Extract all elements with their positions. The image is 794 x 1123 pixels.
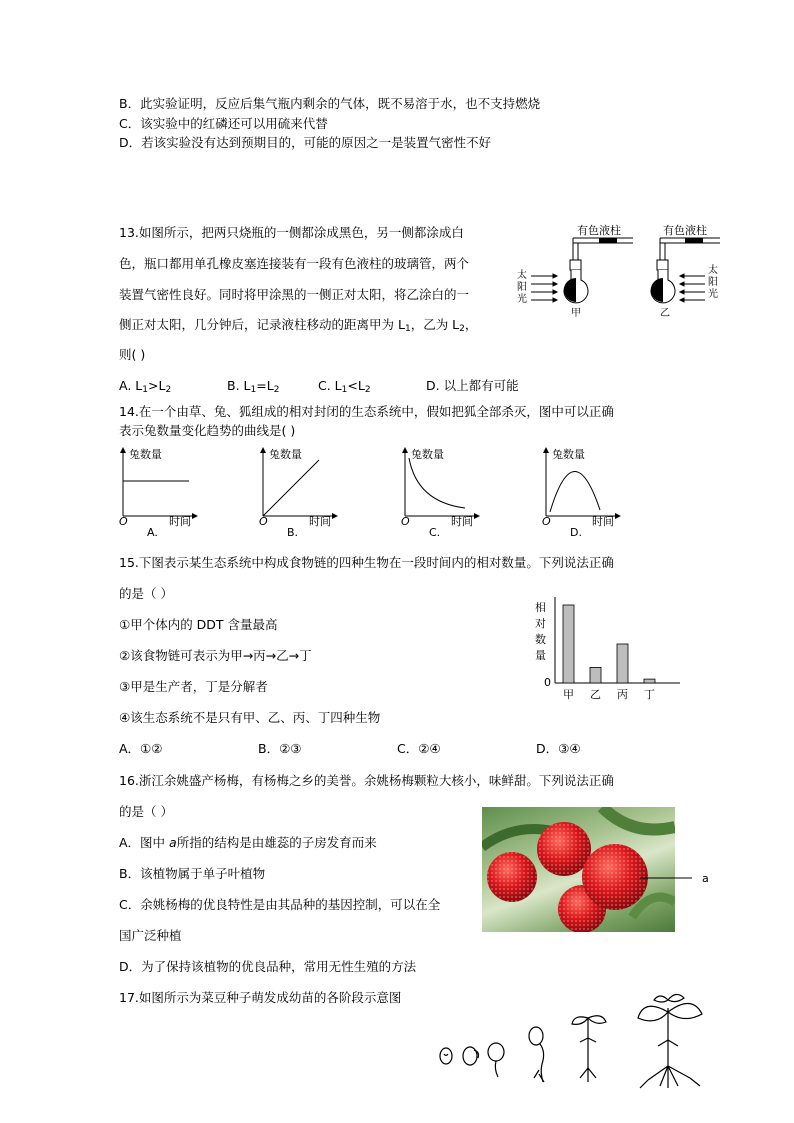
seed-stage-4	[529, 1027, 544, 1082]
q12-option-d: D．若该实验没有达到预期目的，可能的原因之一是装置气密性不好	[119, 135, 492, 150]
q14-graph-c-ylabel: 兔数量	[411, 448, 444, 461]
q14-graph-d-xlabel: 时间	[592, 515, 614, 528]
q15-stem-line1: 15.下图表示某生态系统中构成食物链的四种生物在一段时间内的相对数量。下列说法正确	[119, 555, 614, 570]
q15-statement-4: ④该生态系统不是只有甲、乙、丙、丁四种生物	[119, 710, 381, 725]
q16-option-d: D．为了保持该植物的优良品种，常用无性生殖的方法	[119, 959, 417, 974]
q13-liquid-label-left: 有色液柱	[577, 224, 621, 237]
q14-graph-a-origin: O	[119, 515, 128, 528]
q15-statement-1: ①甲个体内的 DDT 含量最高	[119, 617, 278, 632]
q15-option-c: C．②④	[397, 741, 441, 756]
q14-graph-a-ylabel: 兔数量	[129, 448, 162, 461]
q13-sun-right-2: 阳	[708, 277, 718, 288]
q15-option-a: A．①②	[119, 741, 163, 756]
q14-curve-d	[550, 471, 600, 512]
q14-graph-a	[119, 447, 195, 539]
q13-liquid-column-left	[599, 238, 617, 243]
q13-option-b: B. $L_1=L_2$	[227, 378, 280, 395]
q14-graph-c-xlabel: 时间	[451, 515, 473, 528]
q14-graph-c-option: C.	[429, 526, 441, 539]
q13-stem-line5: 则( )	[119, 347, 146, 362]
q14-graph-b-option: B.	[287, 526, 299, 539]
seed-stage-3	[488, 1043, 504, 1077]
q15-statement-3: ③甲是生产者，丁是分解者	[119, 679, 268, 694]
q15-ylabel-char-2: 数	[535, 633, 546, 646]
q14-graph-a-option: A.	[147, 526, 158, 539]
q15-bar-2	[617, 644, 628, 683]
q16-option-a: A．图中 a所指的结构是由雄蕊的子房发育而来	[119, 835, 377, 850]
q14-graph-d-ylabel: 兔数量	[552, 448, 585, 461]
q12-option-c: C．该实验中的红磷还可以用硫来代替	[119, 116, 328, 131]
q16-option-c-line2: 国广泛种植	[119, 928, 182, 943]
q15-bar-chart	[530, 595, 690, 705]
q15-ylabel-char-0: 相	[535, 601, 546, 614]
q14-graph-b	[259, 447, 335, 539]
q13-sun-arrows-left	[531, 274, 557, 302]
seed-stage-6	[638, 994, 702, 1088]
q13-stem-line2: 色，瓶口都用单孔橡皮塞连接装有一段有色液柱的玻璃管，两个	[119, 256, 470, 271]
q13-sun-right-3: 光	[708, 289, 718, 300]
q14-graphs	[115, 446, 625, 542]
q15-statement-2: ②该食物链可表示为甲→丙→乙→丁	[119, 648, 312, 663]
q13-stem-line4: 侧正对太阳，几分钟后，记录液柱移动的距离甲为 $L_1$，乙为 $L_2$，	[119, 317, 478, 334]
q15-option-d: D．③④	[536, 741, 581, 756]
q12-option-b: B．此实验证明，反应后集气瓶内剩余的气体，既不易溶于水，也不支持燃烧	[119, 96, 541, 111]
q16-option-b: B．该植物属于单子叶植物	[119, 866, 266, 881]
q16-pointer-label: a	[702, 872, 709, 885]
q15-stem-line2: 的是（ ）	[119, 586, 173, 601]
q13-liquid-label-right: 有色液柱	[663, 224, 707, 237]
q16-stem-line1: 16.浙江余姚盛产杨梅，有杨梅之乡的美誉。余姚杨梅颗粒大核小，味鲜甜。下列说法正确	[119, 773, 614, 788]
q13-stopper-right	[657, 260, 668, 270]
q13-flask-figure	[515, 220, 725, 320]
q13-sun-left-1: 太	[517, 270, 527, 281]
q15-bar-3	[644, 679, 655, 683]
q15-chart-zero: 0	[544, 676, 551, 689]
q13-stem-line1: 13.如图所示，把两只烧瓶的一侧都涂成黑色，另一侧都涂成白	[119, 225, 464, 240]
q13-stem-line3: 装置气密性良好。同时将甲涂黑的一侧正对太阳，将乙涂白的一	[119, 287, 470, 302]
q15-category-label-1: 乙	[590, 688, 601, 701]
q14-graph-b-origin: O	[259, 515, 268, 528]
q14-graph-d	[542, 447, 618, 539]
q14-graph-c	[401, 447, 477, 539]
q14-graph-b-xlabel: 时间	[309, 515, 331, 528]
q14-curve-c	[409, 458, 465, 508]
q15-category-label-0: 甲	[563, 688, 574, 701]
q14-curve-b	[263, 460, 319, 516]
q14-graph-a-xlabel: 时间	[169, 515, 191, 528]
q15-category-label-3: 丁	[644, 688, 655, 701]
q13-sun-left-2: 阳	[517, 282, 527, 293]
q16-pointer	[640, 870, 710, 890]
q15-ylabel-char-1: 对	[535, 617, 546, 630]
q14-stem-line1: 14.在一个由草、兔、狐组成的相对封闭的生态系统中，假如把狐全部杀灭，图中可以正确	[119, 404, 614, 419]
seed-stage-2	[463, 1047, 479, 1065]
q14-graph-d-origin: O	[542, 515, 551, 528]
q15-bar-0	[563, 605, 574, 683]
q13-option-d: D. 以上都有可能	[426, 378, 519, 393]
q17-stem-line1: 17.如图所示为菜豆种子萌发成幼苗的各阶段示意图	[119, 990, 402, 1005]
q14-graph-c-origin: O	[401, 515, 410, 528]
q15-category-label-2: 丙	[617, 688, 628, 701]
bean-germination-figure	[436, 990, 726, 1095]
seed-stage-5	[572, 1016, 606, 1082]
q13-flask-label-jia: 甲	[571, 308, 581, 319]
q16-stem-line2: 的是（ ）	[119, 804, 173, 819]
q13-liquid-column-right	[685, 238, 703, 243]
q13-sun-right-1: 太	[708, 265, 718, 276]
q15-bar-1	[590, 667, 601, 683]
q16-option-c-line1: C．余姚杨梅的优良特性是由其品种的基因控制，可以在全	[119, 897, 441, 912]
q15-ylabel-char-3: 量	[535, 649, 546, 662]
q13-option-c: C. $L_1<L_2$	[318, 378, 371, 395]
q13-flask-label-yi: 乙	[660, 308, 670, 319]
q15-chart-ylabel	[535, 600, 546, 662]
q14-graph-d-option: D.	[570, 526, 582, 539]
q13-sun-left-3: 光	[517, 294, 527, 305]
q14-stem-line2: 表示兔数量变化趋势的曲线是( )	[119, 423, 296, 438]
q13-sun-arrows-right	[680, 274, 705, 302]
q14-graph-b-ylabel: 兔数量	[269, 448, 302, 461]
q15-option-b: B．②③	[258, 741, 302, 756]
q13-stopper-left	[570, 260, 581, 270]
q13-option-a: A. $L_1>L_2$	[119, 378, 172, 395]
